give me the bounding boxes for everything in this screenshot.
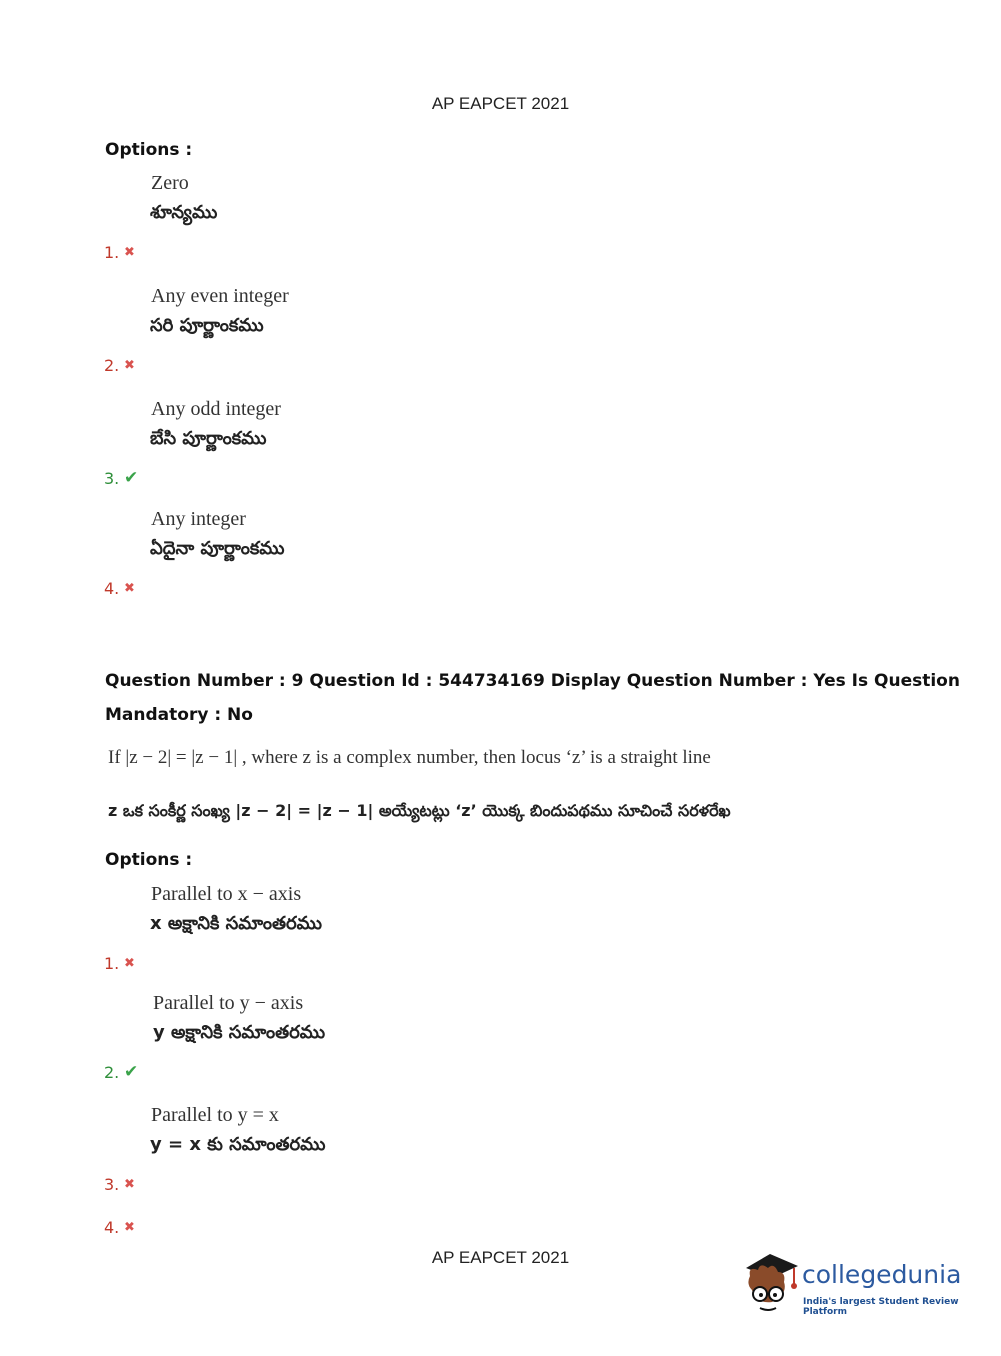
option-item xyxy=(104,398,704,488)
question-text-telugu: z ఒక సంకీర్ణ సంఖ్య |z − 2| = |z − 1| అయ్యేటట్లు ‘z’ యొక్క బిందుపథము సూచించే సరళరేఖ xyxy=(108,801,731,820)
check-icon: ✔ xyxy=(124,1062,139,1081)
option-item xyxy=(104,285,704,375)
option-number: 1. xyxy=(104,243,120,262)
question-meta: Question Number : 9 Question Id : 544734169 Display Question Number : Yes Is Question xyxy=(105,671,960,691)
cross-icon: ✖ xyxy=(124,580,135,595)
option-text-telugu: y అక్షానికి సమాంతరము xyxy=(153,1022,326,1043)
option-text-english: Parallel to y − axis xyxy=(153,992,304,1014)
option-text-english: Parallel to y = x xyxy=(151,1104,279,1126)
cross-icon: ✖ xyxy=(124,1176,135,1191)
option-text-telugu: x అక్షానికి సమాంతరము xyxy=(150,913,322,934)
option-text-telugu: y = x కు సమాంతరము xyxy=(150,1134,326,1155)
question-mandatory: Mandatory : No xyxy=(105,705,253,725)
cross-icon: ✖ xyxy=(124,357,135,372)
option-number: 3. xyxy=(104,469,120,488)
check-icon: ✔ xyxy=(124,468,139,487)
option-number: 4. xyxy=(104,1218,120,1237)
option-text-english: Any odd integer xyxy=(151,398,281,420)
option-text-telugu: శూన్యము xyxy=(150,202,218,223)
option-number: 2. xyxy=(104,356,120,375)
option-item xyxy=(104,883,704,973)
option-number: 2. xyxy=(104,1063,120,1082)
cross-icon: ✖ xyxy=(124,955,135,970)
option-text-english: Any integer xyxy=(151,508,246,530)
option-item xyxy=(104,992,704,1082)
option-item xyxy=(104,508,704,598)
option-item xyxy=(104,172,704,262)
question-text-english: If |z − 2| = |z − 1| , where z is a complex number, then locus ‘z’ is a straight line xyxy=(108,747,711,768)
option-text-telugu: సరి పూర్ణాంకము xyxy=(150,315,264,336)
option-text-telugu: బేసి పూర్ణాంకము xyxy=(150,428,267,449)
mascot-icon xyxy=(742,1250,800,1320)
cross-icon: ✖ xyxy=(124,1219,135,1234)
option-number: 3. xyxy=(104,1175,120,1194)
option-text-english: Zero xyxy=(151,172,189,194)
options-label: Options : xyxy=(105,140,193,160)
option-text-telugu: ఏదైనా పూర్ణాంకము xyxy=(150,538,285,559)
option-number: 1. xyxy=(104,954,120,973)
logo-name: collegedunia xyxy=(802,1260,962,1289)
cross-icon: ✖ xyxy=(124,244,135,259)
option-item xyxy=(104,1147,704,1237)
option-text-english: Any even integer xyxy=(151,285,289,307)
page-footer: AP EAPCET 2021 xyxy=(431,1248,570,1267)
options-label: Options : xyxy=(105,850,193,870)
page-header: AP EAPCET 2021 xyxy=(431,94,570,113)
option-text-english: Parallel to x − axis xyxy=(151,883,302,905)
collegedunia-logo xyxy=(742,1250,972,1320)
logo-tagline: India's largest Student Review Platform xyxy=(803,1297,959,1317)
option-number: 4. xyxy=(104,579,120,598)
